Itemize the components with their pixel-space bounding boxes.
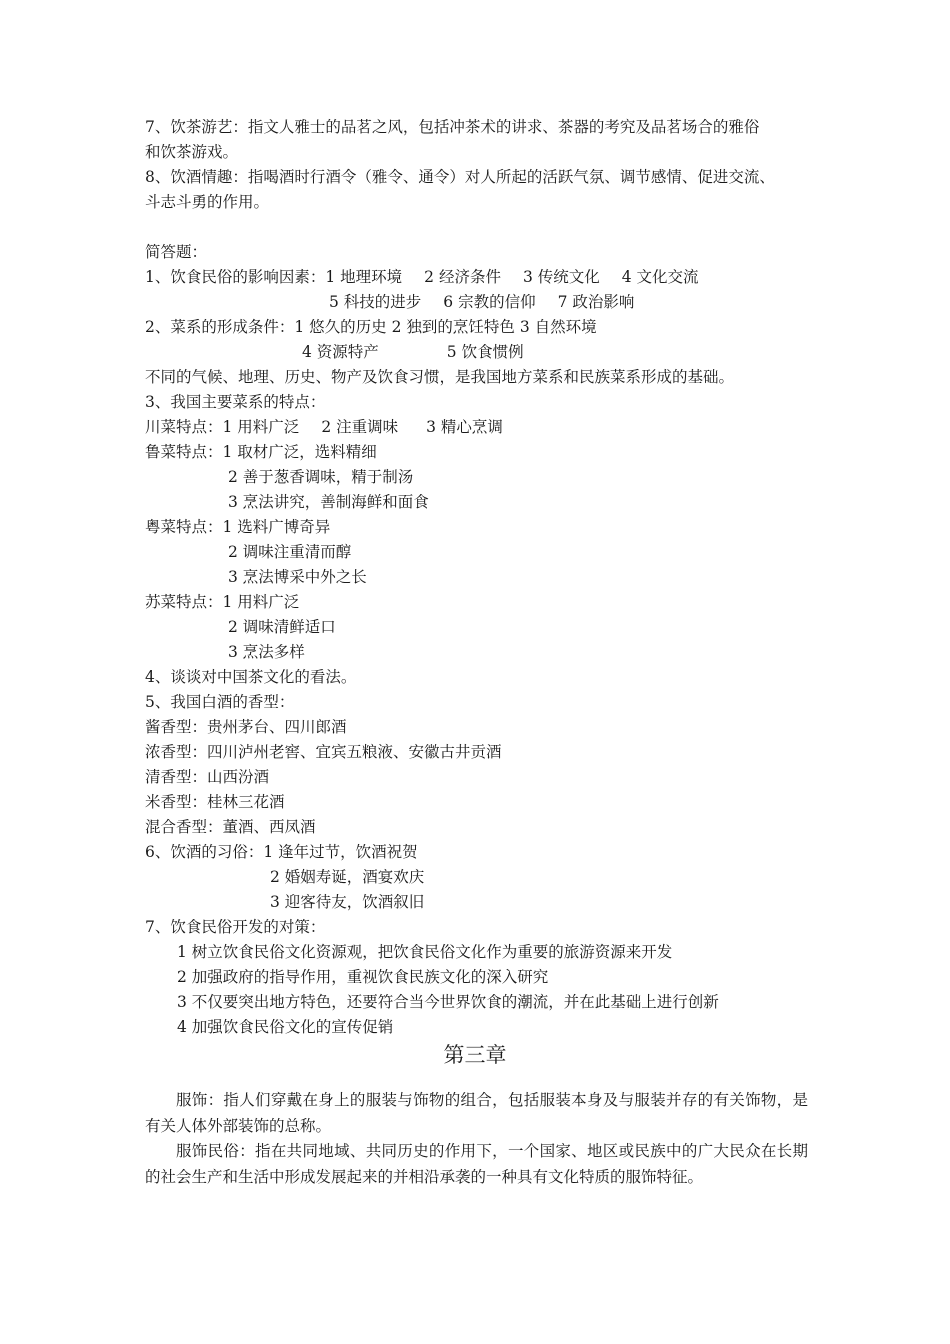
question-prefix: 1、饮食民俗的影响因素： [145,268,326,286]
list-item: 2 婚姻寿诞，酒宴欢庆 [270,868,425,886]
list-item: 2 注重调味 [321,418,399,436]
list-item: 1 树立饮食民俗文化资源观，把饮食民俗文化作为重要的旅游资源来开发 [177,943,673,961]
list-item: 2 调味清鲜适口 [228,618,336,636]
list-item: 3 自然环境 [519,318,597,336]
list-item: 1 逢年过节，饮酒祝贺 [263,843,418,861]
list-item: 3 烹法讲究，善制海鲜和面食 [228,493,429,511]
question-title: 3、我国主要菜系的特点： [145,393,326,411]
chapter-title: 第三章 [443,1043,507,1067]
list-item: 2 加强政府的指导作用，重视饮食民族文化的深入研究 [177,968,549,986]
text-line: 斗志斗勇的作用。 [145,193,270,211]
list-item: 3 传统文化 [522,268,600,286]
question-prefix: 2、菜系的形成条件： [145,318,295,336]
cuisine-su [145,590,299,615]
list-item: 混合香型：董酒、西凤酒 [145,818,316,836]
cuisine-label: 苏菜特点： [145,593,223,611]
cuisine-label: 粤菜特点： [145,518,223,536]
question-6-line-1 [145,840,418,865]
list-item: 1 用料广泛 [222,593,300,611]
text-line: 和饮茶游戏。 [145,143,239,161]
cuisine-label: 川菜特点： [145,418,223,436]
question-title: 4、谈谈对中国茶文化的看法。 [145,668,357,686]
list-item: 2 独到的烹饪特色 [391,318,515,336]
list-item: 浓香型：四川泸州老窖、宜宾五粮液、安徽古井贡酒 [145,743,502,761]
list-item: 清香型：山西汾酒 [145,768,270,786]
list-item: 1 取材广泛，选料精细 [222,443,377,461]
question-1-line-2 [329,290,634,315]
list-item: 1 选料广博奇异 [222,518,331,536]
cuisine-yue [145,515,330,540]
cuisine-lu [145,440,377,465]
list-item: 2 经济条件 [424,268,501,286]
list-item: 3 烹法多样 [228,643,305,661]
list-item: 1 悠久的历史 [294,318,387,336]
cuisine-label: 鲁菜特点： [145,443,223,461]
list-item: 酱香型：贵州茅台、四川郎酒 [145,718,347,736]
cuisine-chuan [145,415,503,440]
list-item: 4 文化交流 [621,268,699,286]
list-item: 5 饮食惯例 [446,343,524,361]
question-title: 7、饮食民俗开发的对策： [145,918,326,936]
text-line: 8、饮酒情趣：指喝酒时行酒令（雅令、通令）对人所起的活跃气氛、调节感情、促进交流、 [145,168,775,186]
list-item: 1 地理环境 [325,268,403,286]
paragraph: 服饰民俗：指在共同地域、共同历史的作用下，一个国家、地区或民族中的广大民众在长期的社会生产和生活中形成发展起来的并相沿承袭的一种具有文化特质的服饰特征。 [145,1142,808,1186]
question-1-line-1 [145,265,699,290]
list-item: 4 加强饮食民俗文化的宣传促销 [177,1018,394,1036]
question-prefix: 6、饮酒的习俗： [145,843,264,861]
question-2-line-1 [145,315,597,340]
paragraph: 服饰：指人们穿戴在身上的服装与饰物的组合，包括服装本身及与服装并存的有关饰物，是有关人体外部装饰的总称。 [145,1091,808,1135]
question-2-line-2 [302,340,524,365]
text-line: 7、饮茶游艺：指文人雅士的品茗之风，包括冲茶术的讲求、茶器的考究及品茗场合的雅俗 [145,118,760,136]
list-item: 2 善于葱香调味，精于制汤 [228,468,414,486]
text-line: 不同的气候、地理、历史、物产及饮食习惯，是我国地方菜系和民族菜系形成的基础。 [145,368,735,386]
question-title: 5、我国白酒的香型： [145,693,295,711]
list-item: 7 政治影响 [557,293,635,311]
list-item: 3 迎客待友，饮酒叙旧 [270,893,425,911]
list-item: 5 科技的进步 [329,293,422,311]
list-item: 1 用料广泛 [222,418,300,436]
list-item: 3 精心烹调 [426,418,503,436]
list-item: 4 资源特产 [302,343,379,361]
section-heading: 简答题： [145,243,208,261]
list-item: 2 调味注重清而醇 [228,543,352,561]
list-item: 米香型：桂林三花酒 [145,793,285,811]
list-item: 3 烹法博采中外之长 [228,568,367,586]
list-item: 6 宗教的信仰 [443,293,536,311]
list-item: 3 不仅要突出地方特色，还要符合当今世界饮食的潮流，并在此基础上进行创新 [177,993,719,1011]
